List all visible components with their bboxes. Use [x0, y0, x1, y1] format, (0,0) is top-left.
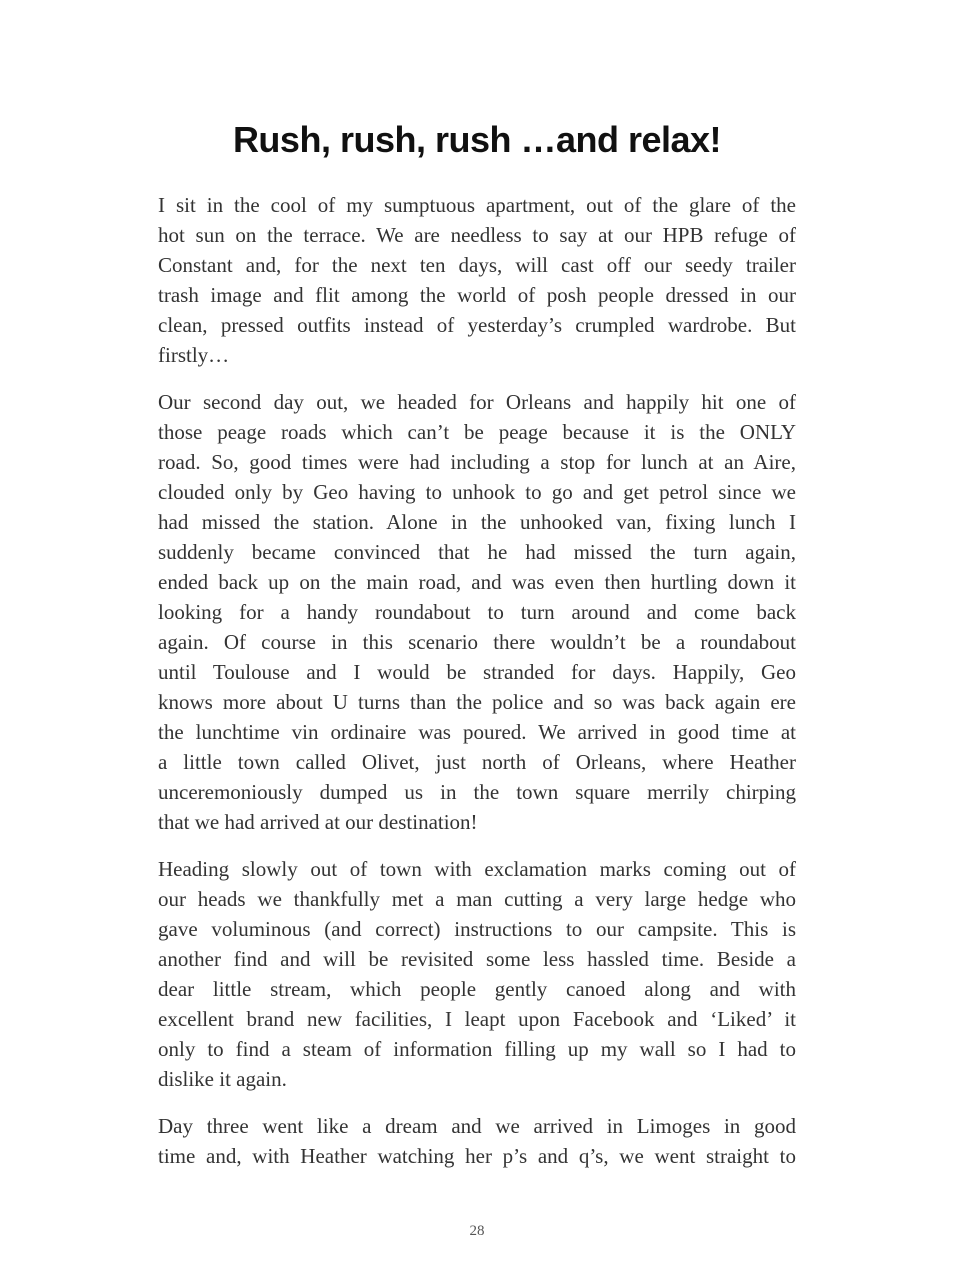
- text-line: dear little stream, which people gently canoed along and with: [158, 977, 796, 1001]
- text-line: had missed the station. Alone in the unhooked van, fixing lunch I: [158, 510, 796, 534]
- text-line: firstly…: [158, 343, 230, 367]
- text-line: Day three went like a dream and we arrived in Limoges in good: [158, 1114, 796, 1138]
- text-line: time and, with Heather watching her p’s and q’s, we went straight to: [158, 1144, 796, 1168]
- text-line: excellent brand new facilities, I leapt upon Facebook and ‘Liked’ it: [158, 1007, 796, 1031]
- text-line: knows more about U turns than the police and so was back again ere: [158, 690, 796, 714]
- page-number: 28: [469, 1223, 485, 1239]
- text-line: suddenly became convinced that he had missed the turn again,: [158, 540, 796, 564]
- text-line: the lunchtime vin ordinaire was poured. We arrived in good time at: [158, 720, 796, 744]
- text-line: I sit in the cool of my sumptuous apartment, out of the glare of the: [158, 193, 796, 217]
- paragraph: [158, 190, 796, 370]
- text-line: that we had arrived at our destination!: [158, 810, 478, 834]
- text-line: dislike it again.: [158, 1067, 287, 1091]
- text-line: our heads we thankfully met a man cutting a very large hedge who: [158, 887, 796, 911]
- page-title: Rush, rush, rush …and relax!: [232, 119, 722, 160]
- text-line: another find and will be revisited some less hassled time. Beside a: [158, 947, 796, 971]
- paragraph: [158, 387, 796, 837]
- text-line: Constant and, for the next ten days, will cast off our seedy trailer: [158, 253, 796, 277]
- text-line: clean, pressed outfits instead of yesterday’s crumpled wardrobe. But: [158, 313, 796, 337]
- text-line: a little town called Olivet, just north of Orleans, where Heather: [158, 750, 796, 774]
- text-line: again. Of course in this scenario there wouldn’t be a roundabout: [158, 630, 796, 654]
- paragraph: [158, 1111, 796, 1171]
- text-line: Heading slowly out of town with exclamation marks coming out of: [158, 857, 796, 881]
- text-line: only to find a steam of information filling up my wall so I had to: [158, 1037, 796, 1061]
- text-line: road. So, good times were had including a stop for lunch at an Aire,: [158, 450, 796, 474]
- text-line: unceremoniously dumped us in the town square merrily chirping: [158, 780, 796, 804]
- text-line: Our second day out, we headed for Orleans and happily hit one of: [158, 390, 796, 414]
- text-line: those peage roads which can’t be peage because it is the ONLY: [158, 420, 796, 444]
- body-text: [158, 190, 796, 1188]
- text-line: looking for a handy roundabout to turn around and come back: [158, 600, 796, 624]
- text-line: ended back up on the main road, and was even then hurtling down it: [158, 570, 796, 594]
- text-line: trash image and flit among the world of posh people dressed in our: [158, 283, 796, 307]
- paragraph: [158, 854, 796, 1094]
- text-line: gave voluminous (and correct) instructions to our campsite. This is: [158, 917, 796, 941]
- text-line: until Toulouse and I would be stranded for days. Happily, Geo: [158, 660, 796, 684]
- text-line: hot sun on the terrace. We are needless to say at our HPB refuge of: [158, 223, 796, 247]
- text-line: clouded only by Geo having to unhook to go and get petrol since we: [158, 480, 796, 504]
